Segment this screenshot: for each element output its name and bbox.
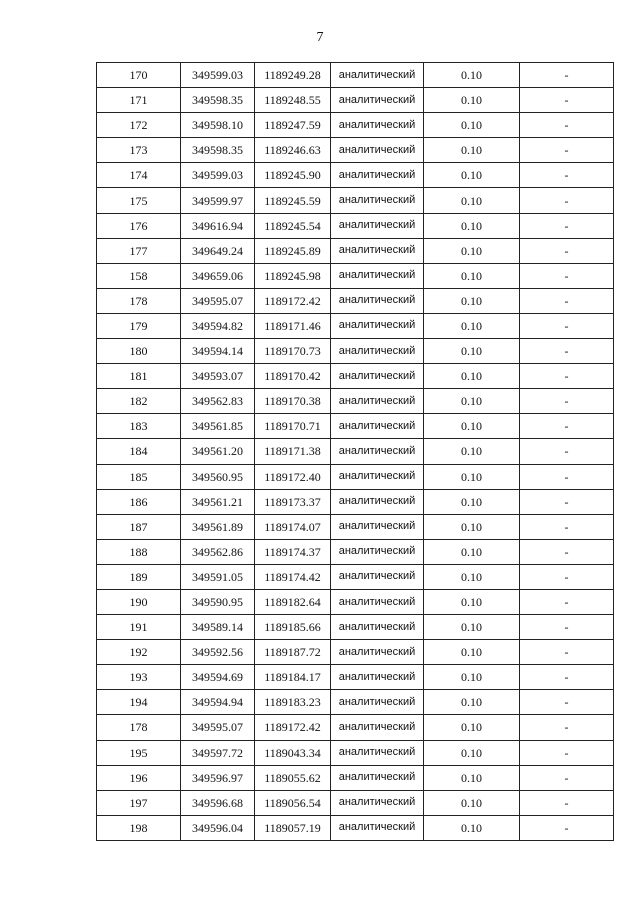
x-coordinate-cell: 349596.04 <box>181 815 255 840</box>
y-coordinate-cell: 1189245.90 <box>255 163 331 188</box>
table-row <box>97 464 614 489</box>
note-cell: - <box>520 288 614 313</box>
page-number: 7 <box>316 30 324 45</box>
y-coordinate-cell: 1189057.19 <box>255 815 331 840</box>
table-row <box>97 740 614 765</box>
note-cell: - <box>520 564 614 589</box>
table-row <box>97 640 614 665</box>
note-cell: - <box>520 589 614 614</box>
x-coordinate-cell: 349561.20 <box>181 439 255 464</box>
x-coordinate-cell: 349596.97 <box>181 765 255 790</box>
y-coordinate-cell: 1189245.98 <box>255 263 331 288</box>
note-cell: - <box>520 765 614 790</box>
point-number-cell: 175 <box>97 188 181 213</box>
x-coordinate-cell: 349592.56 <box>181 640 255 665</box>
table-row <box>97 213 614 238</box>
note-cell: - <box>520 539 614 564</box>
x-coordinate-cell: 349589.14 <box>181 615 255 640</box>
method-cell: аналитический <box>331 138 424 163</box>
point-number-cell: 186 <box>97 489 181 514</box>
point-number-cell: 179 <box>97 313 181 338</box>
y-coordinate-cell: 1189247.59 <box>255 113 331 138</box>
method-cell: аналитический <box>331 640 424 665</box>
note-cell: - <box>520 188 614 213</box>
accuracy-cell: 0.10 <box>424 439 520 464</box>
method-cell: аналитический <box>331 213 424 238</box>
x-coordinate-cell: 349598.35 <box>181 88 255 113</box>
method-cell: аналитический <box>331 690 424 715</box>
x-coordinate-cell: 349562.83 <box>181 389 255 414</box>
point-number-cell: 181 <box>97 364 181 389</box>
x-coordinate-cell: 349616.94 <box>181 213 255 238</box>
point-number-cell: 180 <box>97 339 181 364</box>
y-coordinate-cell: 1189056.54 <box>255 790 331 815</box>
method-cell: аналитический <box>331 790 424 815</box>
table-row <box>97 615 614 640</box>
x-coordinate-cell: 349593.07 <box>181 364 255 389</box>
note-cell: - <box>520 63 614 88</box>
point-number-cell: 177 <box>97 238 181 263</box>
point-number-cell: 172 <box>97 113 181 138</box>
accuracy-cell: 0.10 <box>424 414 520 439</box>
table-row <box>97 313 614 338</box>
accuracy-cell: 0.10 <box>424 765 520 790</box>
accuracy-cell: 0.10 <box>424 63 520 88</box>
accuracy-cell: 0.10 <box>424 213 520 238</box>
x-coordinate-cell: 349595.07 <box>181 715 255 740</box>
method-cell: аналитический <box>331 414 424 439</box>
x-coordinate-cell: 349649.24 <box>181 238 255 263</box>
point-number-cell: 178 <box>97 288 181 313</box>
y-coordinate-cell: 1189184.17 <box>255 665 331 690</box>
point-number-cell: 196 <box>97 765 181 790</box>
accuracy-cell: 0.10 <box>424 539 520 564</box>
accuracy-cell: 0.10 <box>424 665 520 690</box>
method-cell: аналитический <box>331 163 424 188</box>
accuracy-cell: 0.10 <box>424 740 520 765</box>
y-coordinate-cell: 1189248.55 <box>255 88 331 113</box>
y-coordinate-cell: 1189185.66 <box>255 615 331 640</box>
note-cell: - <box>520 665 614 690</box>
method-cell: аналитический <box>331 113 424 138</box>
note-cell: - <box>520 615 614 640</box>
x-coordinate-cell: 349561.89 <box>181 514 255 539</box>
table-row <box>97 288 614 313</box>
table-row <box>97 113 614 138</box>
y-coordinate-cell: 1189249.28 <box>255 63 331 88</box>
y-coordinate-cell: 1189183.23 <box>255 690 331 715</box>
method-cell: аналитический <box>331 63 424 88</box>
note-cell: - <box>520 514 614 539</box>
point-number-cell: 189 <box>97 564 181 589</box>
accuracy-cell: 0.10 <box>424 690 520 715</box>
accuracy-cell: 0.10 <box>424 313 520 338</box>
method-cell: аналитический <box>331 88 424 113</box>
y-coordinate-cell: 1189245.59 <box>255 188 331 213</box>
method-cell: аналитический <box>331 313 424 338</box>
accuracy-cell: 0.10 <box>424 615 520 640</box>
point-number-cell: 187 <box>97 514 181 539</box>
accuracy-cell: 0.10 <box>424 113 520 138</box>
accuracy-cell: 0.10 <box>424 88 520 113</box>
y-coordinate-cell: 1189172.42 <box>255 715 331 740</box>
point-number-cell: 193 <box>97 665 181 690</box>
coordinates-table-body <box>97 63 614 841</box>
x-coordinate-cell: 349594.69 <box>181 665 255 690</box>
y-coordinate-cell: 1189174.37 <box>255 539 331 564</box>
note-cell: - <box>520 715 614 740</box>
note-cell: - <box>520 690 614 715</box>
method-cell: аналитический <box>331 539 424 564</box>
point-number-cell: 198 <box>97 815 181 840</box>
method-cell: аналитический <box>331 615 424 640</box>
x-coordinate-cell: 349596.68 <box>181 790 255 815</box>
table-row <box>97 63 614 88</box>
point-number-cell: 190 <box>97 589 181 614</box>
point-number-cell: 185 <box>97 464 181 489</box>
accuracy-cell: 0.10 <box>424 138 520 163</box>
table-row <box>97 364 614 389</box>
point-number-cell: 197 <box>97 790 181 815</box>
x-coordinate-cell: 349595.07 <box>181 288 255 313</box>
x-coordinate-cell: 349561.21 <box>181 489 255 514</box>
note-cell: - <box>520 339 614 364</box>
table-row <box>97 690 614 715</box>
table-row <box>97 815 614 840</box>
x-coordinate-cell: 349562.86 <box>181 539 255 564</box>
point-number-cell: 174 <box>97 163 181 188</box>
y-coordinate-cell: 1189174.07 <box>255 514 331 539</box>
x-coordinate-cell: 349598.35 <box>181 138 255 163</box>
y-coordinate-cell: 1189170.42 <box>255 364 331 389</box>
y-coordinate-cell: 1189172.40 <box>255 464 331 489</box>
table-row <box>97 163 614 188</box>
table-row <box>97 589 614 614</box>
note-cell: - <box>520 313 614 338</box>
accuracy-cell: 0.10 <box>424 815 520 840</box>
method-cell: аналитический <box>331 815 424 840</box>
y-coordinate-cell: 1189055.62 <box>255 765 331 790</box>
accuracy-cell: 0.10 <box>424 389 520 414</box>
point-number-cell: 173 <box>97 138 181 163</box>
accuracy-cell: 0.10 <box>424 163 520 188</box>
y-coordinate-cell: 1189182.64 <box>255 589 331 614</box>
method-cell: аналитический <box>331 263 424 288</box>
accuracy-cell: 0.10 <box>424 263 520 288</box>
note-cell: - <box>520 138 614 163</box>
method-cell: аналитический <box>331 489 424 514</box>
method-cell: аналитический <box>331 665 424 690</box>
accuracy-cell: 0.10 <box>424 288 520 313</box>
x-coordinate-cell: 349560.95 <box>181 464 255 489</box>
method-cell: аналитический <box>331 765 424 790</box>
note-cell: - <box>520 815 614 840</box>
note-cell: - <box>520 464 614 489</box>
note-cell: - <box>520 489 614 514</box>
y-coordinate-cell: 1189245.89 <box>255 238 331 263</box>
accuracy-cell: 0.10 <box>424 464 520 489</box>
table-row <box>97 238 614 263</box>
method-cell: аналитический <box>331 439 424 464</box>
table-row <box>97 514 614 539</box>
point-number-cell: 183 <box>97 414 181 439</box>
point-number-cell: 184 <box>97 439 181 464</box>
table-row <box>97 765 614 790</box>
note-cell: - <box>520 414 614 439</box>
point-number-cell: 158 <box>97 263 181 288</box>
table-row <box>97 414 614 439</box>
table-row <box>97 263 614 288</box>
y-coordinate-cell: 1189171.46 <box>255 313 331 338</box>
point-number-cell: 192 <box>97 640 181 665</box>
point-number-cell: 182 <box>97 389 181 414</box>
table-row <box>97 539 614 564</box>
accuracy-cell: 0.10 <box>424 339 520 364</box>
y-coordinate-cell: 1189173.37 <box>255 489 331 514</box>
point-number-cell: 170 <box>97 63 181 88</box>
coordinates-table <box>96 62 614 841</box>
accuracy-cell: 0.10 <box>424 364 520 389</box>
x-coordinate-cell: 349599.03 <box>181 163 255 188</box>
method-cell: аналитический <box>331 339 424 364</box>
method-cell: аналитический <box>331 564 424 589</box>
point-number-cell: 195 <box>97 740 181 765</box>
y-coordinate-cell: 1189170.38 <box>255 389 331 414</box>
method-cell: аналитический <box>331 589 424 614</box>
table-row <box>97 389 614 414</box>
x-coordinate-cell: 349594.82 <box>181 313 255 338</box>
method-cell: аналитический <box>331 288 424 313</box>
accuracy-cell: 0.10 <box>424 640 520 665</box>
point-number-cell: 176 <box>97 213 181 238</box>
table-row <box>97 439 614 464</box>
note-cell: - <box>520 163 614 188</box>
method-cell: аналитический <box>331 740 424 765</box>
x-coordinate-cell: 349598.10 <box>181 113 255 138</box>
y-coordinate-cell: 1189187.72 <box>255 640 331 665</box>
accuracy-cell: 0.10 <box>424 514 520 539</box>
table-row <box>97 88 614 113</box>
y-coordinate-cell: 1189245.54 <box>255 213 331 238</box>
x-coordinate-cell: 349561.85 <box>181 414 255 439</box>
note-cell: - <box>520 389 614 414</box>
note-cell: - <box>520 238 614 263</box>
table-row <box>97 138 614 163</box>
note-cell: - <box>520 213 614 238</box>
point-number-cell: 178 <box>97 715 181 740</box>
method-cell: аналитический <box>331 364 424 389</box>
method-cell: аналитический <box>331 464 424 489</box>
y-coordinate-cell: 1189174.42 <box>255 564 331 589</box>
note-cell: - <box>520 263 614 288</box>
x-coordinate-cell: 349594.14 <box>181 339 255 364</box>
table-row <box>97 665 614 690</box>
method-cell: аналитический <box>331 188 424 213</box>
method-cell: аналитический <box>331 389 424 414</box>
accuracy-cell: 0.10 <box>424 489 520 514</box>
accuracy-cell: 0.10 <box>424 238 520 263</box>
y-coordinate-cell: 1189170.73 <box>255 339 331 364</box>
y-coordinate-cell: 1189043.34 <box>255 740 331 765</box>
x-coordinate-cell: 349590.95 <box>181 589 255 614</box>
note-cell: - <box>520 740 614 765</box>
accuracy-cell: 0.10 <box>424 790 520 815</box>
x-coordinate-cell: 349597.72 <box>181 740 255 765</box>
note-cell: - <box>520 439 614 464</box>
point-number-cell: 194 <box>97 690 181 715</box>
table-row <box>97 489 614 514</box>
x-coordinate-cell: 349594.94 <box>181 690 255 715</box>
point-number-cell: 188 <box>97 539 181 564</box>
y-coordinate-cell: 1189172.42 <box>255 288 331 313</box>
accuracy-cell: 0.10 <box>424 589 520 614</box>
y-coordinate-cell: 1189170.71 <box>255 414 331 439</box>
note-cell: - <box>520 790 614 815</box>
accuracy-cell: 0.10 <box>424 564 520 589</box>
table-row <box>97 790 614 815</box>
table-row <box>97 715 614 740</box>
note-cell: - <box>520 88 614 113</box>
table-row <box>97 564 614 589</box>
note-cell: - <box>520 364 614 389</box>
accuracy-cell: 0.10 <box>424 188 520 213</box>
table-row <box>97 339 614 364</box>
y-coordinate-cell: 1189171.38 <box>255 439 331 464</box>
note-cell: - <box>520 640 614 665</box>
y-coordinate-cell: 1189246.63 <box>255 138 331 163</box>
method-cell: аналитический <box>331 238 424 263</box>
accuracy-cell: 0.10 <box>424 715 520 740</box>
note-cell: - <box>520 113 614 138</box>
table-row <box>97 188 614 213</box>
method-cell: аналитический <box>331 715 424 740</box>
point-number-cell: 191 <box>97 615 181 640</box>
point-number-cell: 171 <box>97 88 181 113</box>
x-coordinate-cell: 349591.05 <box>181 564 255 589</box>
x-coordinate-cell: 349659.06 <box>181 263 255 288</box>
x-coordinate-cell: 349599.03 <box>181 63 255 88</box>
method-cell: аналитический <box>331 514 424 539</box>
x-coordinate-cell: 349599.97 <box>181 188 255 213</box>
